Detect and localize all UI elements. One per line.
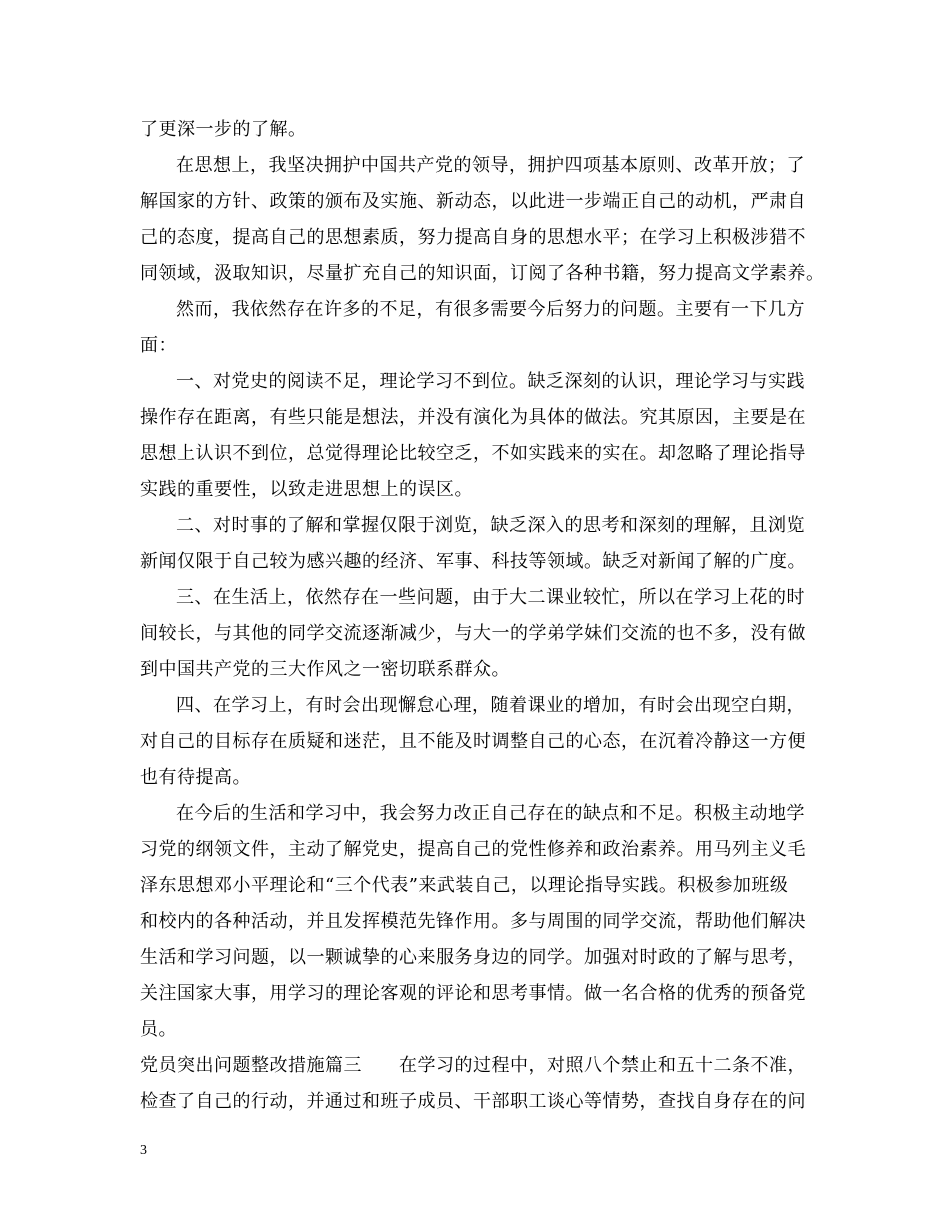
text-line: 检查了自己的行动，并通过和班子成员、干部职工谈心等情势，查找自身存在的问 (140, 1091, 806, 1112)
text-line: 面： (140, 335, 177, 356)
text-line: 思想上认识不到位，总觉得理论比较空乏，不如实践来的实在。却忽略了理论指导 (140, 443, 806, 464)
text-line: 间较长，与其他的同学交流逐渐减少，与大一的学弟学妹们交流的也不多，没有做 (140, 623, 806, 644)
paragraph-start-line: 四、在学习上，有时会出现懈怠心理，随着课业的增加，有时会出现空白期， (176, 695, 805, 716)
text-line: 习党的纲领文件，主动了解党史，提高自己的党性修养和政治素养。用马列主义毛 (140, 839, 806, 860)
text-line: 解国家的方针、政策的颁布及实施、新动态，以此进一步端正自己的动机，严肃自 (140, 191, 806, 212)
text-line: 同领域，汲取知识，尽量扩充自己的知识面，订阅了各种书籍，努力提高文学素养。 (140, 263, 825, 284)
text-line: 实践的重要性，以致走进思想上的误区。 (140, 479, 473, 500)
page-number: 3 (140, 1143, 147, 1158)
text-line: 对自己的目标存在质疑和迷茫，且不能及时调整自己的心态，在沉着冷静这一方便 (140, 731, 806, 752)
paragraph-start-line: 在今后的生活和学习中，我会努力改正自己存在的缺点和不足。积极主动地学 (176, 803, 805, 824)
text-line: 关注国家大事，用学习的理论客观的评论和思考事情。做一名合格的优秀的预备党 (140, 983, 806, 1004)
text-line: 生活和学习问题，以一颗诚挚的心来服务身边的同学。加强对时政的了解与思考， (140, 947, 806, 968)
paragraph-start-line: 在思想上，我坚决拥护中国共产党的领导，拥护四项基本原则、改革开放；了 (176, 155, 805, 176)
text-line: 己的态度，提高自己的思想素质，努力提高自身的思想水平；在学习上积极涉猎不 (140, 227, 806, 248)
paragraph-start-line: 然而，我依然存在许多的不足，有很多需要今后努力的问题。主要有一下几方 (176, 299, 805, 320)
text-line: 新闻仅限于自己较为感兴趣的经济、军事、科技等领域。缺乏对新闻了解的广度。 (140, 551, 806, 572)
text-line: 了更深一步的了解。 (140, 119, 307, 140)
paragraph-start-line: 二、对时事的了解和掌握仅限于浏览，缺乏深入的思考和深刻的理解，且浏览 (176, 515, 805, 536)
text-line: 到中国共产党的三大作风之一密切联系群众。 (140, 659, 510, 680)
text-line: 泽东思想邓小平理论和“三个代表”来武装自己，以理论指导实践。积极参加班级 (140, 875, 789, 896)
paragraph-start-line: 一、对党史的阅读不足，理论学习不到位。缺乏深刻的认识，理论学习与实践 (176, 371, 805, 392)
text-line: 员。 (140, 1019, 177, 1040)
text-line: 操作存在距离，有些只能是想法，并没有演化为具体的做法。究其原因，主要是在 (140, 407, 806, 428)
paragraph-start-line: 三、在生活上，依然存在一些问题，由于大二课业较忙，所以在学习上花的时 (176, 587, 805, 608)
section-heading-line: 党员突出问题整改措施篇三 在学习的过程中，对照八个禁止和五十二条不准， (140, 1055, 806, 1076)
text-line: 也有待提高。 (140, 767, 251, 788)
text-line: 和校内的各种活动，并且发挥模范先锋作用。多与周围的同学交流，帮助他们解决 (140, 911, 806, 932)
